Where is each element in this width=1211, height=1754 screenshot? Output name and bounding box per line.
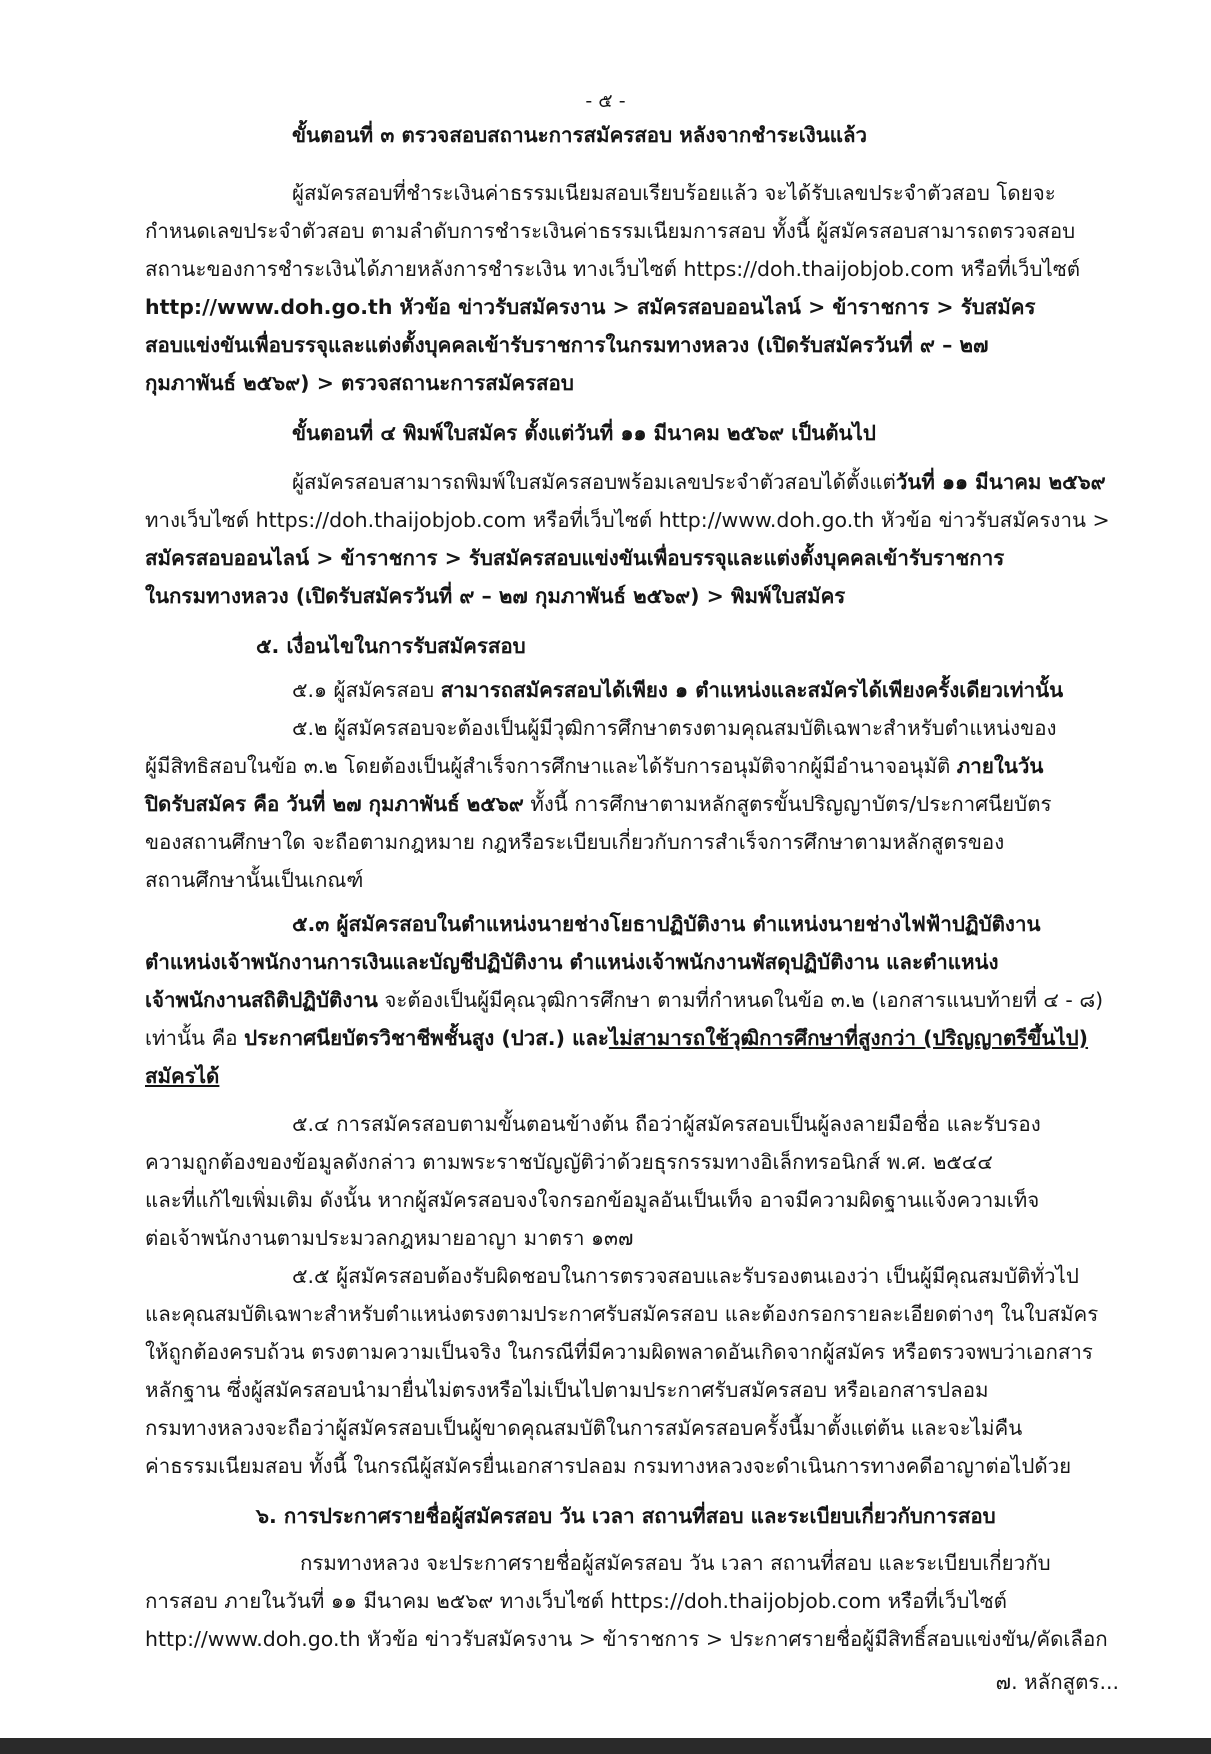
step3-line: สถานะของการชำระเงินได้ภายหลังการชำระเงิน ทางเว็บไซต์ https://doh.thaijobjob.com หรือที่เว็บไซต์ (145, 257, 1081, 281)
s52-l2-bold: ภายในวัน (956, 754, 1044, 778)
section5-2-line: ของสถานศึกษาใด จะถือตามกฎหมาย กฎหรือระเบียบเกี่ยวกับการสำเร็จการศึกษาตามหลักสูตรของ (145, 830, 1005, 854)
section5-3-line (145, 1023, 1088, 1053)
section6-line: การสอบ ภายในวันที่ ๑๑ มีนาคม ๒๕๖๙ ทางเว็บไซต์ https://doh.thaijobjob.com หรือที่เว็บไซต์ (145, 1589, 1007, 1613)
s52-l2-text: ผู้มีสิทธิสอบในข้อ ๓.๒ โดยต้องเป็นผู้สำเร็จการศึกษาและได้รับการอนุมัติจากผู้มีอำนาจอนุมัติ (145, 754, 957, 778)
section5-5-line: และคุณสมบัติเฉพาะสำหรับตำแหน่งตรงตามประกาศรับสมัครสอบ และต้องกรอกรายละเอียดต่างๆ ในใบสมัคร (145, 1302, 1099, 1326)
section5-2-line: สถานศึกษานั้นเป็นเกณฑ์ (145, 868, 364, 892)
step3-line: http://www.doh.go.th หัวข้อ ข่าวรับสมัครงาน > สมัครสอบออนไลน์ > ข้าราชการ > รับสมัคร (145, 295, 1036, 319)
s51-bold: สามารถสมัครสอบได้เพียง ๑ ตำแหน่งและสมัครได้เพียงครั้งเดียวเท่านั้น (440, 678, 1064, 702)
s53-l3-text: จะต้องเป็นผู้มีคุณวุฒิการศึกษา ตามที่กำหนดในข้อ ๓.๒ (เอกสารแนบท้ายที่ ๔ - ๘) (377, 988, 1104, 1012)
step4-line (292, 467, 1106, 497)
s52-l3-bold: ปิดรับสมัคร คือ วันที่ ๒๗ กุมภาพันธ์ ๒๕๖๙ (145, 792, 524, 816)
step4-heading: ขั้นตอนที่ ๔ พิมพ์ใบสมัคร ตั้งแต่วันที่ ๑๑ มีนาคม ๒๕๖๙ เป็นต้นไป (292, 421, 876, 445)
section5-4-line: ความถูกต้องของข้อมูลดังกล่าว ตามพระราชบัญญัติว่าด้วยธุรกรรมทางอิเล็กทรอนิกส์ พ.ศ. ๒๕๔๔ (145, 1150, 993, 1174)
s53-l4-bold: ประกาศนียบัตรวิชาชีพชั้นสูง (ปวส.) (244, 1026, 565, 1050)
step4-line1-date: วันที่ ๑๑ มีนาคม ๒๕๖๙ (895, 470, 1106, 494)
section5-4-line: และที่แก้ไขเพิ่มเติม ดังนั้น หากผู้สมัครสอบจงใจกรอกข้อมูลอันเป็นเท็จ อาจมีความผิดฐานแจ้งความเท็จ (145, 1188, 1040, 1212)
section5-2-line (145, 789, 1052, 819)
section5-1 (292, 675, 1063, 705)
s53-l4-text: เท่านั้น คือ (145, 1026, 245, 1050)
step3-line: ผู้สมัครสอบที่ชำระเงินค่าธรรมเนียมสอบเรียบร้อยแล้ว จะได้รับเลขประจำตัวสอบ โดยจะ (292, 181, 1056, 205)
section5-2-line: ๕.๒ ผู้สมัครสอบจะต้องเป็นผู้มีวุฒิการศึกษาตรงตามคุณสมบัติเฉพาะสำหรับตำแหน่งของ (292, 716, 1057, 740)
scan-bottom-edge (0, 1738, 1211, 1754)
section5-3-line: ๕.๓ ผู้สมัครสอบในตำแหน่งนายช่างโยธาปฏิบัติงาน ตำแหน่งนายช่างไฟฟ้าปฏิบัติงาน (292, 912, 1041, 936)
section5-5-line: ๕.๕ ผู้สมัครสอบต้องรับผิดชอบในการตรวจสอบและรับรองตนเองว่า เป็นผู้มีคุณสมบัติทั่วไป (292, 1264, 1079, 1288)
step3-heading: ขั้นตอนที่ ๓ ตรวจสอบสถานะการสมัครสอบ หลังจากชำระเงินแล้ว (292, 123, 868, 147)
section6-line: กรมทางหลวง จะประกาศรายชื่อผู้สมัครสอบ วัน เวลา สถานที่สอบ และระเบียบเกี่ยวกับ (300, 1551, 1051, 1575)
step4-line1-text: ผู้สมัครสอบสามารถพิมพ์ใบสมัครสอบพร้อมเลขประจำตัวสอบได้ตั้งแต่ (292, 470, 896, 494)
section5-5-line: ค่าธรรมเนียมสอบ ทั้งนี้ ในกรณีผู้สมัครยื่นเอกสารปลอม กรมทางหลวงจะดำเนินการทางคดีอาญาต่อไปด้วย (145, 1454, 1072, 1478)
s52-l3-text: ทั้งนี้ การศึกษาตามหลักสูตรขั้นปริญญาบัตร/ประกาศนียบัตร (523, 792, 1052, 816)
step4-line: ในกรมทางหลวง (เปิดรับสมัครวันที่ ๙ – ๒๗ กุมภาพันธ์ ๒๕๖๙) > พิมพ์ใบสมัคร (145, 584, 846, 608)
s51-text: ๕.๑ ผู้สมัครสอบ (292, 678, 441, 702)
section5-heading: ๕. เงื่อนไขในการรับสมัครสอบ (256, 634, 526, 658)
section5-4-line: ๕.๔ การสมัครสอบตามขั้นตอนข้างต้น ถือว่าผู้สมัครสอบเป็นผู้ลงลายมือชื่อ และรับรอง (292, 1112, 1041, 1136)
page-number: - ๕ - (585, 90, 626, 112)
section5-5-line: ให้ถูกต้องครบถ้วน ตรงตามความเป็นจริง ในกรณีที่มีความผิดพลาดอันเกิดจากผู้สมัคร หรือตรวจพบว่าเอกสาร (145, 1340, 1093, 1364)
s53-l4-and: และ (564, 1026, 609, 1050)
section5-5-line: หลักฐาน ซึ่งผู้สมัครสอบนำมายื่นไม่ตรงหรือไม่เป็นไปตามประกาศรับสมัครสอบ หรือเอกสารปลอม (145, 1378, 989, 1402)
section6-line: http://www.doh.go.th หัวข้อ ข่าวรับสมัครงาน > ข้าราชการ > ประกาศรายชื่อผู้มีสิทธิ์สอบแข่งขัน/คัดเลือก (145, 1627, 1108, 1651)
next-page-continuation: ๗. หลักสูตร... (995, 1670, 1119, 1694)
step3-line: สอบแข่งขันเพื่อบรรจุและแต่งตั้งบุคคลเข้ารับราชการในกรมทางหลวง (เปิดรับสมัครวันที่ ๙ – ๒๗ (145, 333, 989, 357)
step3-line: กุมภาพันธ์ ๒๕๖๙) > ตรวจสถานะการสมัครสอบ (145, 371, 574, 395)
section5-3-line: สมัครได้ (145, 1064, 220, 1088)
step4-line: สมัครสอบออนไลน์ > ข้าราชการ > รับสมัครสอบแข่งขันเพื่อบรรจุและแต่งตั้งบุคคลเข้ารับราชการ (145, 546, 1005, 570)
section5-2-line (145, 751, 1043, 781)
s53-l4-underlined: ไม่สามารถใช้วุฒิการศึกษาที่สูงกว่า (ปริญญาตรีขึ้นไป) (608, 1026, 1089, 1050)
step3-line: กำหนดเลขประจำตัวสอบ ตามลำดับการชำระเงินค่าธรรมเนียมการสอบ ทั้งนี้ ผู้สมัครสอบสามารถตรวจสอบ (145, 219, 1076, 243)
section5-3-line: ตำแหน่งเจ้าพนักงานการเงินและบัญชีปฏิบัติงาน ตำแหน่งเจ้าพนักงานพัสดุปฏิบัติงาน และตำแหน่ง (145, 950, 999, 974)
section5-4-line: ต่อเจ้าพนักงานตามประมวลกฎหมายอาญา มาตรา ๑๓๗ (145, 1226, 634, 1250)
step4-line: ทางเว็บไซต์ https://doh.thaijobjob.com หรือที่เว็บไซต์ http://www.doh.go.th หัวข้อ ข่าวรับสมัครงาน > (145, 508, 1110, 532)
s53-l3-bold: เจ้าพนักงานสถิติปฏิบัติงาน (145, 988, 378, 1012)
section5-3-line (145, 985, 1103, 1015)
section6-heading: ๖. การประกาศรายชื่อผู้สมัครสอบ วัน เวลา สถานที่สอบ และระเบียบเกี่ยวกับการสอบ (256, 1504, 996, 1528)
section5-5-line: กรมทางหลวงจะถือว่าผู้สมัครสอบเป็นผู้ขาดคุณสมบัติในการสมัครสอบครั้งนี้มาตั้งแต่ต้น และจะไม่คืน (145, 1416, 1023, 1440)
